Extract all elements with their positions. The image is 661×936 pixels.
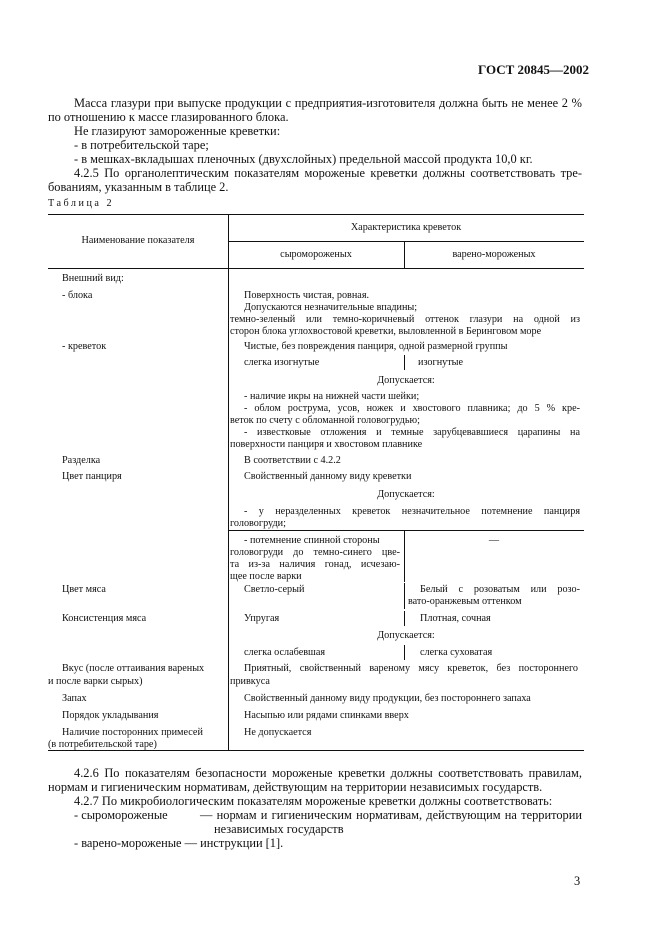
row-label-consistency: Консистенция мяса <box>62 613 147 624</box>
paragraph-4-2-6-line1: 4.2.6 По показателям безопасности мороженые креветки должны соответствовать правилам, <box>74 766 582 780</box>
table-caption: Таблица 2 <box>48 198 115 209</box>
block-value-line1: Поверхность чистая, ровная. <box>244 290 370 301</box>
impurities-value: Не допускается <box>244 727 312 738</box>
shrimp-defect-2: - облом рострума, усов, ножек и хвостового плавника; до 5 % кре- <box>244 403 580 414</box>
shrimp-split-divider <box>404 355 405 370</box>
page-number: 3 <box>574 874 581 888</box>
paragraph-4-2-6-line2: нормам и гигиеническим нормативам, действующим на территории независимых государств. <box>48 780 543 794</box>
meat-boiled-line2: вато-оранжевым оттенком <box>408 596 522 607</box>
cons-allowed-split-divider <box>404 645 405 660</box>
shell-raw-line1: - потемнение спинной стороны <box>244 535 380 546</box>
shrimp-value-boiled: изогнутые <box>418 357 464 368</box>
consistency-allowed-heading: Допускается: <box>377 630 435 641</box>
table-column-divider <box>228 214 229 750</box>
paragraph-4-2-7: 4.2.7 По микробиологическим показателям мороженые креветки должны соответствовать: <box>74 794 553 808</box>
row-label-cut: Разделка <box>62 455 101 466</box>
meat-split-divider <box>404 583 405 609</box>
bullet-raw-frozen-label: - сыромороженые <box>74 808 168 822</box>
row-label-appearance: Внешний вид: <box>62 273 124 284</box>
shell-allowed-heading: Допускается: <box>377 489 435 500</box>
column-header-indicator: Наименование показателя <box>81 235 195 246</box>
bullet-boiled-frozen: - варено-мороженые — инструкции [1]. <box>74 836 284 850</box>
bullet-raw-frozen-cont: независимых государств <box>214 822 344 836</box>
paragraph-no-glaze: Не глазируют замороженные креветки: <box>74 124 281 138</box>
shrimp-allowed-heading: Допускается: <box>377 375 435 386</box>
paragraph-glaze-line1: Масса глазури при выпуске продукции с предприятия-изготовителя должна быть не менее 2 % <box>74 96 582 110</box>
paragraph-glaze-line2: по отношению к массе глазированного блока. <box>48 110 289 124</box>
shell-boiled-value: — <box>488 535 500 546</box>
row-label-smell: Запах <box>62 693 87 704</box>
paragraph-4-2-5-line2: бованиям, указанным в таблице 2. <box>48 180 229 194</box>
cons-split-divider <box>404 611 405 626</box>
column-header-characteristic: Характеристика креветок <box>350 222 462 233</box>
row-label-taste-line2: и после варки сырых) <box>48 676 143 687</box>
shrimp-defect-1: - наличие икры на нижней части шейки; <box>244 391 420 402</box>
paragraph-4-2-5-line1: 4.2.5 По органолептическим показателям мороженые креветки должны соответствовать тре- <box>74 166 582 180</box>
packing-value: Насыпью или рядами спинками вверх <box>244 710 409 721</box>
table-header-divider <box>228 241 584 242</box>
row-label-impurities-line2: (в потребительской таре) <box>48 739 157 750</box>
smell-value: Свойственный данному виду продукции, без постороннего запаха <box>244 693 531 704</box>
bullet-consumer-package: - в потребительской таре; <box>74 138 209 152</box>
consistency-allowed-raw: слегка ослабевшая <box>244 647 326 658</box>
shell-defect-line1: - у неразделенных креветок незначительное потемнение панциря <box>244 506 580 517</box>
shell-raw-line4: щее после варки <box>230 571 302 582</box>
bullet-raw-frozen-text: — нормам и гигиеническим нормативам, действующим на территории <box>200 808 582 822</box>
row-label-shrimp: - креветок <box>62 341 107 352</box>
meat-raw-value: Светло-серый <box>244 584 305 595</box>
column-header-raw-frozen: сыромороженых <box>280 249 352 260</box>
shell-raw-line3: та из-за наличия гонад, исчезаю- <box>230 559 400 570</box>
row-label-shell-color: Цвет панциря <box>62 471 122 482</box>
shell-value: Свойственный данному виду креветки <box>244 471 412 482</box>
consistency-allowed-boiled: слегка суховатая <box>420 647 493 658</box>
row-label-packing: Порядок укладывания <box>62 710 159 721</box>
shrimp-defect-3: - известковые отложения и темные зарубцевавшиеся царапины на <box>244 427 580 438</box>
taste-value-line1: Приятный, свойственный вареному мясу креветок, без постороннего <box>244 663 578 674</box>
row-label-taste-line1: Вкус (после оттаивания вареных <box>62 663 205 674</box>
document-id: ГОСТ 20845—2002 <box>478 62 590 77</box>
shell-raw-line2: головогруди до темно-синего цве- <box>230 547 400 558</box>
consistency-raw-value: Упругая <box>244 613 280 624</box>
table-top-border <box>48 214 584 215</box>
shell-defect-line2: головогруди; <box>230 518 286 529</box>
shrimp-defect-3-cont: поверхности панциря и хвостовом плавнике <box>230 439 423 450</box>
block-value-line4: сторон блока углохвостовой креветки, выловленной в Беринговом море <box>230 326 542 337</box>
table-header-bottom-border <box>48 268 584 269</box>
meat-boiled-line1: Белый с розоватым или розо- <box>420 584 580 595</box>
shrimp-value-common: Чистые, без повреждения панциря, одной размерной группы <box>244 341 508 352</box>
consistency-boiled-value: Плотная, сочная <box>420 613 491 624</box>
row-label-impurities-line1: Наличие посторонних примесей <box>62 727 203 738</box>
block-value-line3: темно-зеленый или темно-коричневый оттенок глазури на одной из <box>230 314 580 325</box>
column-header-boiled-frozen: варено-мороженых <box>452 249 536 260</box>
cut-value: В соответствии с 4.2.2 <box>244 455 341 466</box>
bullet-film-bags: - в мешках-вкладышах пленочных (двухслойных) предельной массой продукта 10,0 кг. <box>74 152 533 166</box>
taste-value-line2: привкуса <box>230 676 270 687</box>
shrimp-defect-2-cont: веток по счету с обломанной головогрудью; <box>230 415 420 426</box>
shrimp-value-raw: слегка изогнутые <box>244 357 320 368</box>
row-label-block: - блока <box>62 290 93 301</box>
row-label-meat-color: Цвет мяса <box>62 584 106 595</box>
block-value-line2: Допускаются незначительные впадины; <box>244 302 418 313</box>
